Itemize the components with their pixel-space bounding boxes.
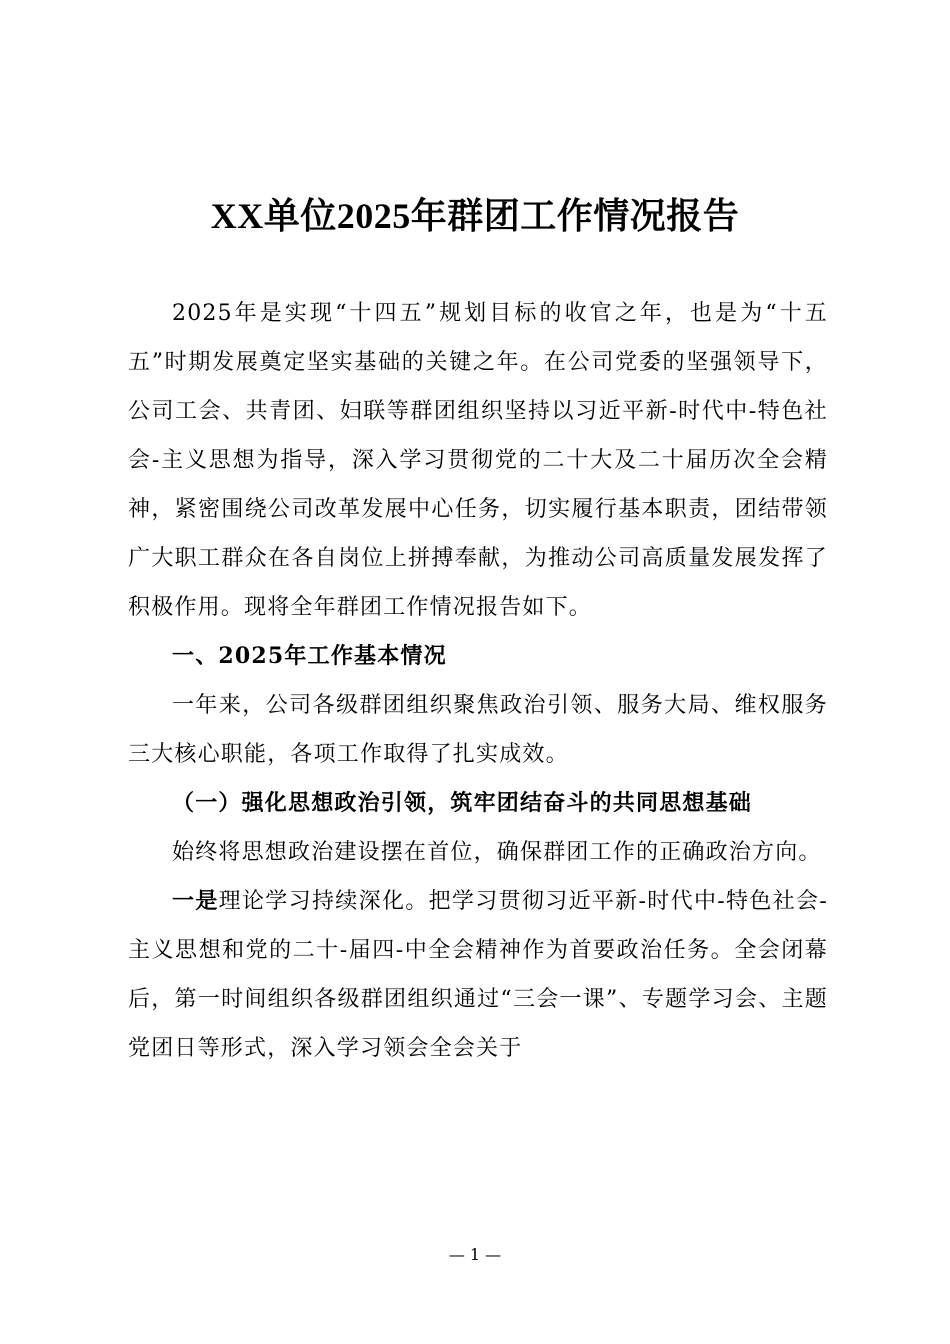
section-heading-1: 一、2025年工作基本情况	[172, 643, 447, 669]
point-1-text: 理论学习持续深化。把学习贯彻习近平新-时代中-特色社会-主义思想和党的二十-届四-中全会精神作为首要政治任务。全会闭幕后，第一时间组织各级群团组织通过“三会一课”、专题学习会、主题党团日等形式，深入学习领会全会关于	[128, 889, 828, 1061]
subsection-intro-paragraph: 始终将思想政治建设摆在首位，确保群团工作的正确政治方向。	[172, 840, 822, 865]
document-title: XX单位2025年群团工作情况报告	[210, 196, 740, 236]
intro-paragraph: 2025年是实现“十四五”规划目标的收官之年，也是为“十五五”时期发展奠定坚实基础的关键之年。在公司党委的坚强领导下，公司工会、共青团、妇联等群团组织坚持以习近平新-时代中-特色社会-主义思想为指导，深入学习贯彻党的二十大及二十届历次全会精神，紧密围绕公司改革发展中心任务，切实履行基本职责，团结带领广大职工群众在各自岗位上拼搏奉献，为推动公司高质量发展发挥了积极作用。现将全年群团工作情况报告如下。	[128, 301, 828, 620]
page-number: — 1 —	[448, 1245, 502, 1264]
point-1-paragraph	[128, 877, 828, 1073]
document-body	[128, 289, 828, 1073]
subsection-heading-1: （一）强化思想政治引领，筑牢团结奋斗的共同思想基础	[172, 790, 753, 816]
point-1-lead: 一是	[172, 888, 219, 914]
summary-paragraph: 一年来，公司各级群团组织聚焦政治引领、服务大局、维权服务三大核心职能，各项工作取得了扎实成效。	[128, 693, 828, 767]
